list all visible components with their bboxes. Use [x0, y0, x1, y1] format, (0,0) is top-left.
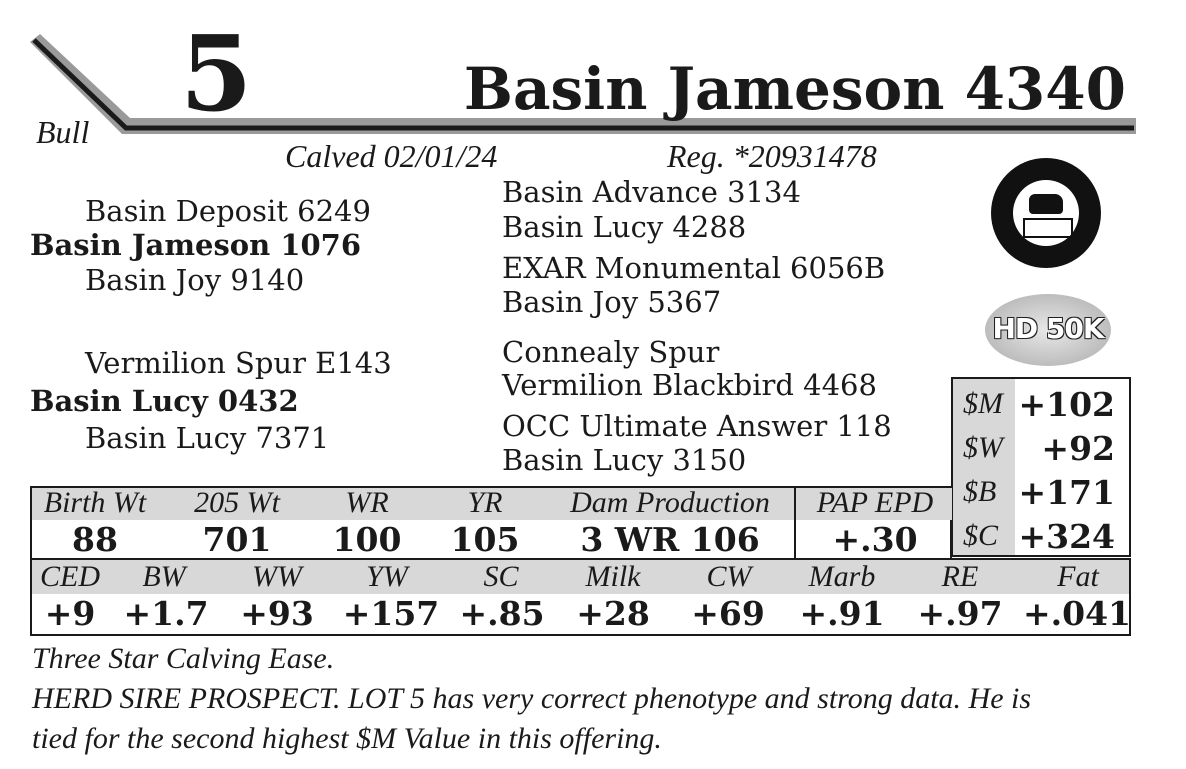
perf-header: 205 Wt — [194, 486, 280, 519]
perf-value: +.30 — [832, 520, 918, 559]
dam-name: Basin Lucy 0432 — [30, 384, 299, 418]
epd-value: +93 — [240, 594, 314, 633]
dam-sire-dam: Vermilion Blackbird 4468 — [502, 368, 877, 402]
dollar-label: $M — [963, 387, 1003, 420]
perf-value: 105 — [450, 520, 520, 559]
epd-header: Marb — [808, 560, 876, 593]
epd-header: YW — [366, 560, 408, 593]
epd-value: +.85 — [459, 594, 545, 633]
epd-value: +28 — [576, 594, 650, 633]
sire-dam-dam: Basin Joy 5367 — [502, 285, 722, 319]
hd50k-badge — [985, 294, 1111, 366]
dollar-label: $C — [963, 519, 999, 552]
dollar-row-m — [953, 383, 1131, 427]
perf-value: 701 — [202, 520, 272, 559]
sire-dam-sire: EXAR Monumental 6056B — [502, 251, 886, 285]
epd-header: BW — [142, 560, 186, 593]
dollar-label: $B — [963, 475, 997, 508]
perf-value: 3 WR 106 — [580, 520, 760, 559]
dollar-value: +171 — [1018, 473, 1115, 512]
epd-header: Fat — [1057, 560, 1099, 593]
epd-header: RE — [941, 560, 979, 593]
epd-header: SC — [483, 560, 519, 593]
epd-header: Milk — [585, 560, 641, 593]
epd-value: +.97 — [917, 594, 1003, 633]
perf-header: WR — [345, 486, 389, 519]
sire-name: Basin Jameson 1076 — [30, 228, 362, 262]
dam-dam-sire: OCC Ultimate Answer 118 — [502, 409, 892, 443]
dollar-value: +92 — [1041, 429, 1115, 468]
perf-value: 100 — [332, 520, 402, 559]
certified-angus-beef-seal-icon — [991, 158, 1101, 268]
hd50k-label: HD 50K — [992, 312, 1104, 345]
epd-value: +.041 — [1022, 594, 1132, 633]
lot-number: 5 — [180, 12, 253, 135]
dam-dam-dam: Basin Lucy 3150 — [502, 443, 747, 477]
dollar-row-c — [953, 515, 1131, 559]
description-line-2: tied for the second highest $M Value in this offering. — [32, 722, 662, 755]
sire-sire-sire: Basin Advance 3134 — [502, 175, 801, 209]
epd-value: +1.7 — [123, 594, 209, 633]
perf-header: Dam Production — [570, 486, 770, 519]
perf-header: PAP EPD — [816, 486, 934, 519]
epd-value: +157 — [342, 594, 440, 633]
dam-sire-sire: Connealy Spur — [502, 335, 720, 369]
performance-table — [30, 486, 952, 560]
dollar-value: +324 — [1018, 517, 1115, 556]
dollar-value: +102 — [1018, 385, 1115, 424]
calved-date: Calved 02/01/24 — [285, 138, 498, 174]
lot-title: Basin Jameson 4340 — [463, 55, 1126, 123]
epd-value: +.91 — [799, 594, 885, 633]
dollar-row-w — [953, 427, 1131, 471]
dam-sire: Vermilion Spur E143 — [85, 346, 392, 380]
dam-dam: Basin Lucy 7371 — [85, 421, 330, 455]
perf-value: 88 — [72, 520, 118, 559]
sire-sire: Basin Deposit 6249 — [85, 194, 371, 228]
dollar-label: $W — [963, 431, 1003, 464]
calving-ease-note: Three Star Calving Ease. — [32, 642, 335, 675]
dollar-index-box — [951, 377, 1131, 557]
perf-header: Birth Wt — [43, 486, 147, 519]
epd-table — [30, 558, 1131, 636]
sire-sire-dam: Basin Lucy 4288 — [502, 210, 747, 244]
epd-header: CW — [706, 560, 752, 593]
epd-value: +9 — [44, 594, 96, 633]
epd-header: CED — [40, 560, 100, 593]
epd-value: +69 — [691, 594, 765, 633]
registration-number: Reg. *20931478 — [667, 138, 877, 174]
animal-kind: Bull — [36, 114, 90, 150]
sire-dam: Basin Joy 9140 — [85, 263, 305, 297]
dollar-row-b — [953, 471, 1131, 515]
epd-header: WW — [252, 560, 302, 593]
perf-header: YR — [467, 486, 503, 519]
description-line-1: HERD SIRE PROSPECT. LOT 5 has very correct phenotype and strong data. He is — [32, 682, 1032, 715]
